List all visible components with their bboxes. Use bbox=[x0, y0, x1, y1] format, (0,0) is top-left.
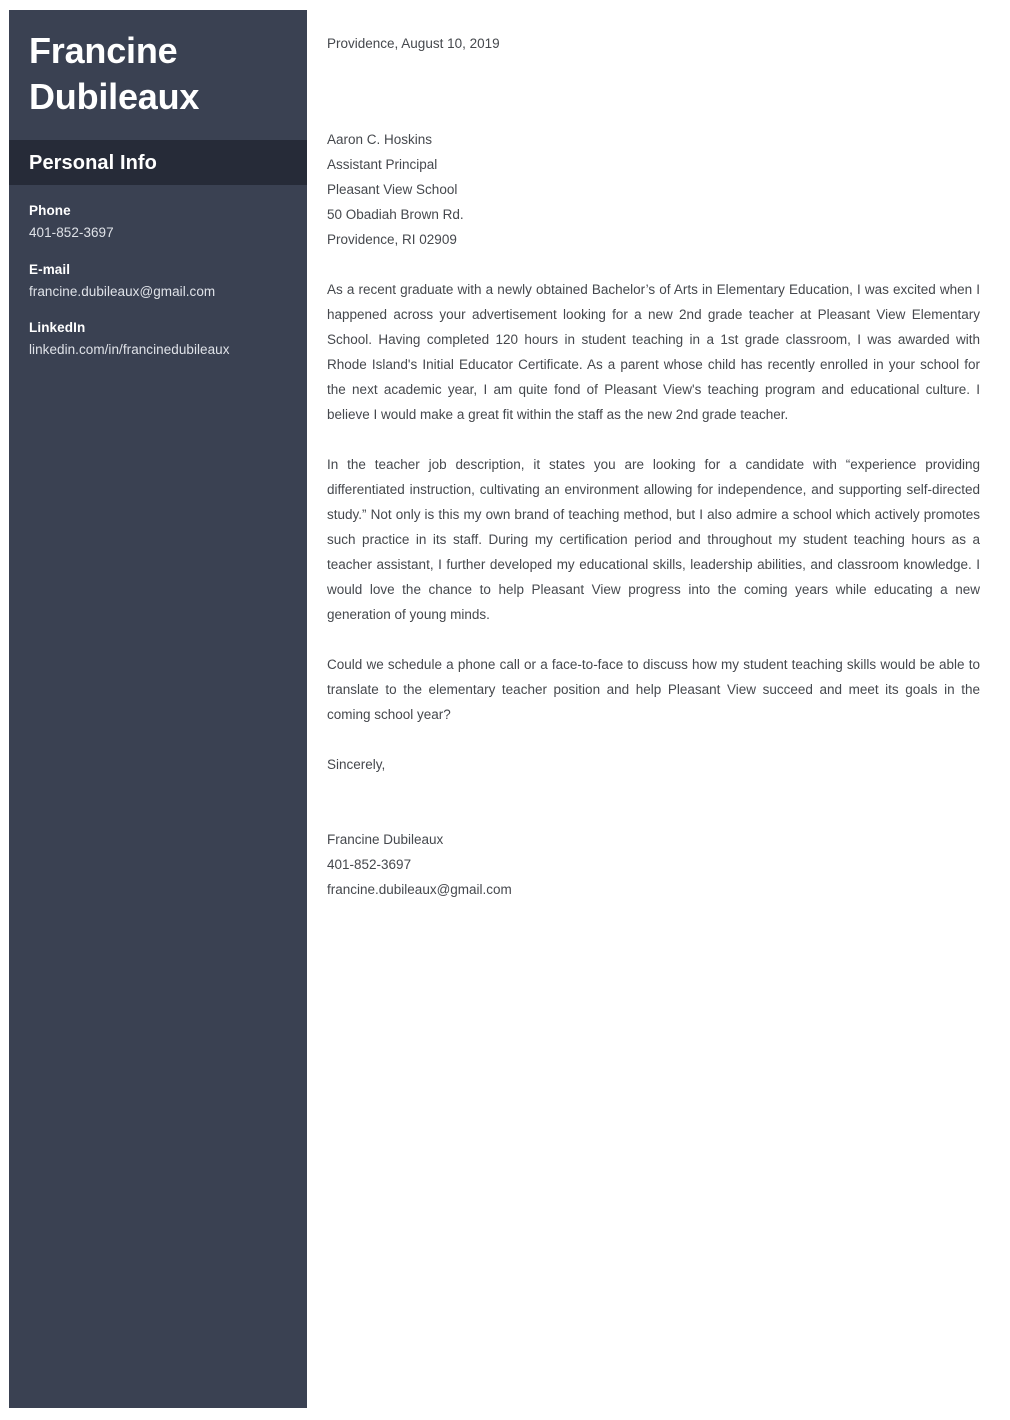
letter-paragraph-3: Could we schedule a phone call or a face-to-face to discuss how my student teaching skills would be able to translate to the elementary teacher position and help Pleasant View succeed and meet its goals in the coming school year? bbox=[327, 656, 980, 722]
recipient-title: Assistant Principal bbox=[327, 156, 438, 172]
recipient-name: Aaron C. Hoskins bbox=[327, 131, 433, 147]
letter-date: Providence, August 10, 2019 bbox=[327, 36, 500, 51]
personal-info-section-header bbox=[9, 140, 307, 185]
candidate-name bbox=[29, 28, 287, 120]
email-label: E-mail bbox=[29, 261, 71, 277]
recipient-city-state-zip: Providence, RI 02909 bbox=[327, 231, 457, 247]
candidate-name-block bbox=[9, 10, 307, 140]
letter-paragraph-2: In the teacher job description, it states you are looking for a candidate with “experience providing differentiated instruction, cultivating an environment allowing for independence, and supporting self-directed study.” Not only is this my own brand of teaching method, but I also admire a school which actively promotes such practice in its staff. During my certification period and throughout my student teaching hours as a teacher assistant, I further developed my educational skills, leadership abilities, and classroom knowledge. I would love the chance to help Pleasant View progress into the coming years while educating a new generation of young minds. bbox=[327, 456, 980, 622]
contact-item-phone bbox=[29, 201, 287, 244]
email-value: francine.dubileaux@gmail.com bbox=[29, 283, 216, 299]
phone-label: Phone bbox=[29, 203, 71, 219]
phone-value: 401-852-3697 bbox=[29, 225, 114, 241]
personal-info-title: Personal Info bbox=[29, 151, 157, 174]
letter-paragraph-1: As a recent graduate with a newly obtained Bachelor’s of Arts in Elementary Education, I was excited when I happened across your advertisement looking for a new 2nd grade teacher at Pleasant View Elementary School. Having completed 120 hours in student teaching in a 1st grade classroom, I was awarded with Rhode Island's Initial Educator Certificate. As a parent whose child has recently enrolled in your school for the next academic year, I am quite fond of Pleasant View's teaching program and educational culture. I believe I would make a great fit within the staff as the new 2nd grade teacher. bbox=[327, 281, 980, 422]
candidate-first-name: Francine bbox=[29, 30, 178, 71]
sidebar bbox=[9, 10, 307, 1408]
recipient-street: 50 Obadiah Brown Rd. bbox=[327, 206, 464, 222]
linkedin-label: LinkedIn bbox=[29, 320, 86, 336]
recipient-organization: Pleasant View School bbox=[327, 181, 458, 197]
candidate-last-name: Dubileaux bbox=[29, 76, 200, 118]
contact-list bbox=[9, 185, 307, 361]
recipient-address-block bbox=[327, 127, 980, 252]
signature-phone: 401-852-3697 bbox=[327, 856, 412, 872]
letter-body bbox=[327, 0, 980, 902]
signature-email: francine.dubileaux@gmail.com bbox=[327, 881, 512, 897]
contact-item-linkedin bbox=[29, 318, 287, 361]
signature-block bbox=[327, 827, 980, 902]
signature-name: Francine Dubileaux bbox=[327, 831, 444, 847]
contact-item-email bbox=[29, 260, 287, 303]
linkedin-value: linkedin.com/in/francinedubileaux bbox=[29, 342, 230, 358]
letter-closing: Sincerely, bbox=[327, 756, 386, 772]
